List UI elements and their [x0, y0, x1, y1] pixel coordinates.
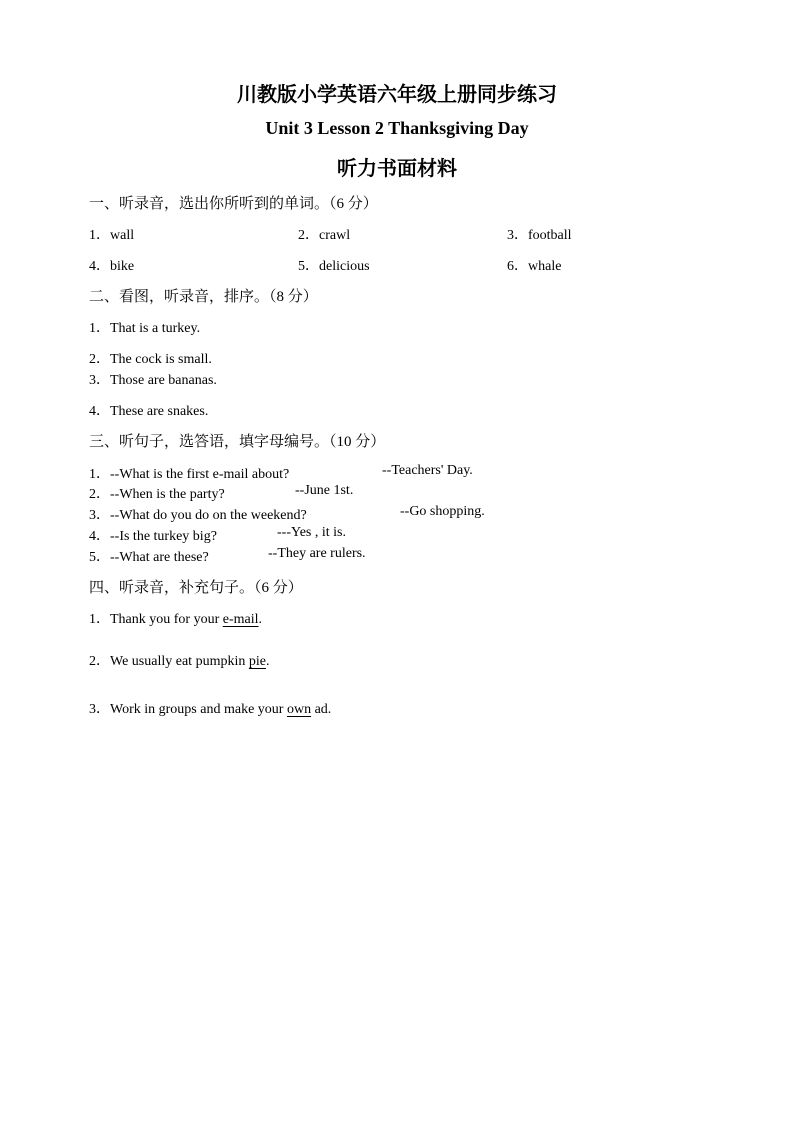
- filled-answer: e-mail: [222, 612, 259, 627]
- sentence-item: 4．These are snakes.: [89, 404, 209, 419]
- answer-item: ---Yes , it is.: [277, 525, 346, 540]
- sentence-item: 3．Those are bananas.: [89, 373, 217, 388]
- sentence-end: .: [258, 612, 263, 627]
- section-heading: 听力书面材料: [337, 158, 457, 180]
- word-item: 5．delicious: [298, 259, 370, 274]
- section2-header: 二、看图，听录音，排序。（8 分）: [89, 289, 318, 305]
- filled-answer: pie: [248, 654, 266, 669]
- answer-item: --Go shopping.: [400, 504, 485, 519]
- word-item: 6．whale: [507, 259, 562, 274]
- question-item: 3．--What do you do on the weekend?: [89, 508, 307, 523]
- fill-sentence: [89, 650, 269, 670]
- question-item: 1．--What is the first e-mail about?: [89, 467, 290, 482]
- sentence-start: 1．Thank you for your: [89, 612, 223, 627]
- answer-item: --Teachers' Day.: [382, 463, 473, 478]
- question-item: 4．--Is the turkey big?: [89, 529, 217, 544]
- fill-sentence: [89, 698, 331, 718]
- sentence-end: ad.: [311, 702, 332, 717]
- page-title: 川教版小学英语六年级上册同步练习: [237, 84, 557, 106]
- question-item: 2．--When is the party?: [89, 487, 225, 502]
- question-item: 5．--What are these?: [89, 550, 209, 565]
- fill-sentence: [89, 608, 262, 628]
- lesson-subtitle: Unit 3 Lesson 2 Thanksgiving Day: [265, 118, 529, 138]
- section3-header: 三、听句子，选答语，填字母编号。（10 分）: [89, 434, 386, 450]
- sentence-start: 2．We usually eat pumpkin: [89, 654, 249, 669]
- answer-item: --They are rulers.: [268, 546, 366, 561]
- sentence-start: 3．Work in groups and make your: [89, 702, 287, 717]
- sentence-item: 2．The cock is small.: [89, 352, 212, 367]
- word-item: 4．bike: [89, 259, 135, 274]
- word-item: 1．wall: [89, 228, 135, 243]
- section4-header: 四、听录音，补充句子。（6 分）: [89, 580, 303, 596]
- sentence-item: 1．That is a turkey.: [89, 321, 201, 336]
- word-item: 2．crawl: [298, 228, 351, 243]
- answer-item: --June 1st.: [295, 483, 354, 498]
- filled-answer: own: [286, 702, 312, 717]
- word-item: 3．football: [507, 228, 572, 243]
- section1-header: 一、听录音，选出你所听到的单词。（6 分）: [89, 196, 378, 212]
- sentence-end: .: [265, 654, 270, 669]
